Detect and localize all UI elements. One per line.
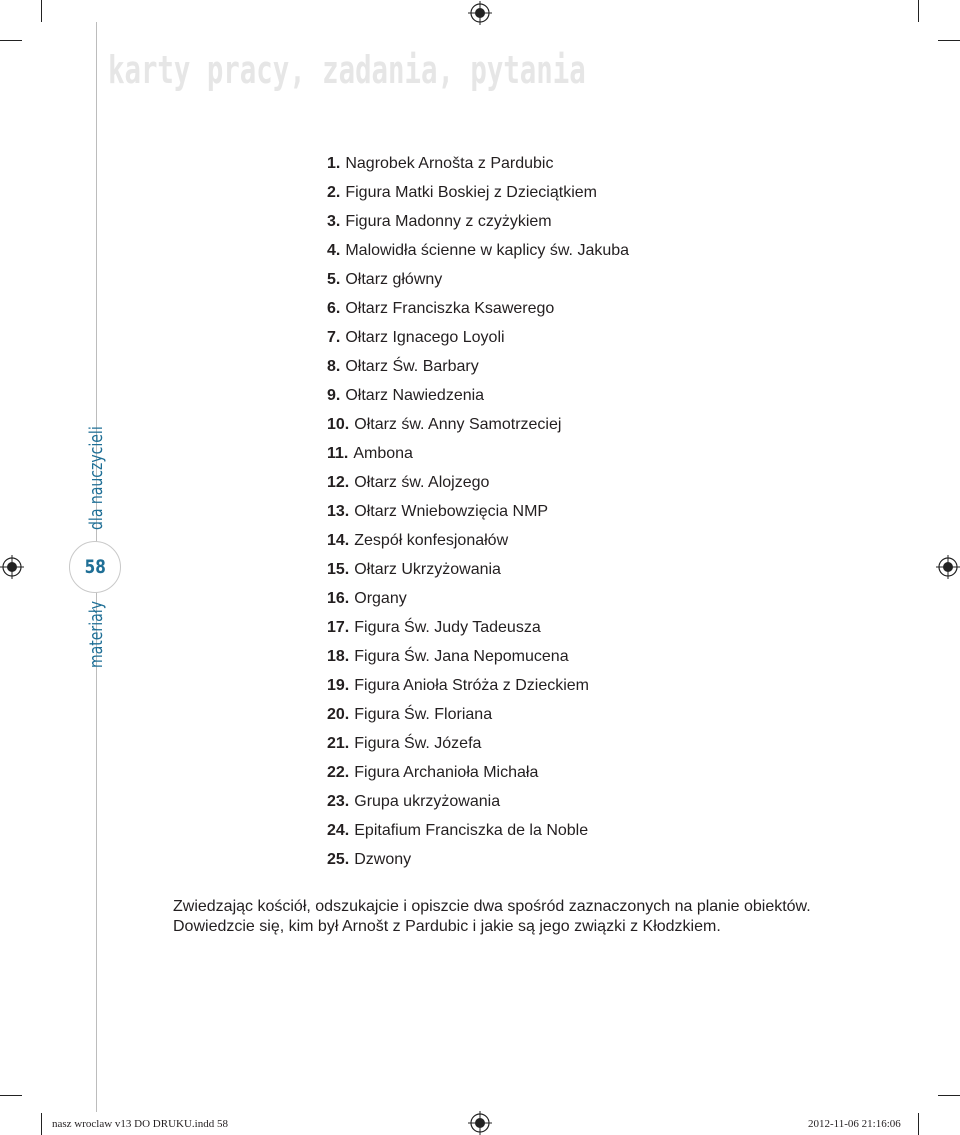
list-item [327,354,629,383]
list-item-label: Ołtarz Wniebowzięcia NMP [354,503,549,520]
list-item-label: Ołtarz św. Anny Samotrzeciej [354,416,562,433]
list-item-label: Ołtarz główny [345,271,443,288]
list-item-label: Dzwony [354,851,412,868]
list-item-number: 15. [327,561,350,578]
list-item-label: Ambona [353,445,413,462]
list-item-number: 10. [327,416,350,433]
instructions-line-1: Zwiedzając kościół, odszukajcie i opiszcie dwa spośród zaznaczonych na planie obiektów. [173,898,811,915]
list-item-label: Nagrobek Arnošta z Pardubic [345,155,554,172]
list-item-label: Ołtarz Nawiedzenia [345,387,485,404]
page-number-badge [69,541,121,593]
list-item [327,470,629,499]
list-item [327,209,629,238]
list-item [327,760,629,789]
list-item [327,499,629,528]
slug-datetime: 2012-11-06 21:16:06 [808,1118,901,1130]
slug-filename: nasz wroclaw v13 DO DRUKU.indd 58 [52,1118,228,1130]
crop-mark-top-left-h [0,40,22,41]
list-item-number: 3. [327,213,341,230]
list-item [327,441,629,470]
list-item-label: Ołtarz Ignacego Loyoli [345,329,505,346]
list-item-number: 6. [327,300,341,317]
list-item [327,296,629,325]
registration-mark-icon [468,1,492,25]
list-item-label: Figura Madonny z czyżykiem [345,213,552,230]
list-item-label: Figura Św. Józefa [354,735,482,752]
list-item-label: Zespół konfesjonałów [354,532,509,549]
list-item-number: 21. [327,735,350,752]
list-item-number: 18. [327,648,350,665]
list-item [327,325,629,354]
instructions-line-2: Dowiedzcie się, kim był Arnošt z Pardubic i jakie są jego związki z Kłodzkiem. [173,918,721,935]
list-item [327,702,629,731]
side-label-section: materiały [86,600,107,668]
page-title: karty pracy, zadania, pytania [108,48,586,92]
crop-mark-top-left [41,0,42,22]
list-item-number: 13. [327,503,350,520]
registration-mark-icon [936,555,960,579]
crop-mark-bottom-right-h [938,1095,960,1096]
list-item-label: Figura Św. Jana Nepomucena [354,648,569,665]
registration-mark-icon [468,1111,492,1135]
list-item [327,847,629,876]
crop-mark-bottom-left [41,1113,42,1135]
list-item [327,731,629,760]
list-item-number: 17. [327,619,350,636]
list-item-number: 2. [327,184,341,201]
crop-mark-bottom-right [918,1113,919,1135]
page-number: 58 [84,556,106,578]
list-item [327,615,629,644]
list-item-label: Epitafium Franciszka de la Noble [354,822,589,839]
crop-mark-bottom-left-h [0,1095,22,1096]
list-item-number: 12. [327,474,350,491]
list-item [327,528,629,557]
list-item [327,789,629,818]
list-item-label: Ołtarz Franciszka Ksawerego [345,300,555,317]
list-item-number: 23. [327,793,350,810]
list-item-number: 22. [327,764,350,781]
list-item-number: 25. [327,851,350,868]
list-item-number: 14. [327,532,350,549]
list-item [327,673,629,702]
list-item-number: 1. [327,155,341,172]
list-item-label: Ołtarz św. Alojzego [354,474,490,491]
list-item-label: Ołtarz Św. Barbary [345,358,479,375]
list-item-label: Malowidła ścienne w kaplicy św. Jakuba [345,242,630,259]
objects-list [327,151,629,876]
list-item-number: 8. [327,358,341,375]
list-item-number: 20. [327,706,350,723]
list-item-label: Figura Anioła Stróża z Dzieckiem [354,677,590,694]
list-item-number: 9. [327,387,341,404]
list-item [327,383,629,412]
list-item-number: 19. [327,677,350,694]
crop-mark-top-right [918,0,919,22]
list-item-label: Figura Św. Judy Tadeusza [354,619,541,636]
list-item-label: Grupa ukrzyżowania [354,793,501,810]
list-item-label: Figura Matki Boskiej z Dzieciątkiem [345,184,597,201]
crop-mark-top-right-h [938,40,960,41]
registration-mark-icon [0,555,24,579]
list-item [327,586,629,615]
list-item-number: 24. [327,822,350,839]
side-label-audience: dla nauczycieli [86,426,107,530]
list-item [327,180,629,209]
list-item [327,818,629,847]
list-item [327,267,629,296]
list-item [327,238,629,267]
list-item [327,151,629,180]
list-item-label: Ołtarz Ukrzyżowania [354,561,501,578]
list-item [327,412,629,441]
list-item-number: 7. [327,329,341,346]
list-item-number: 16. [327,590,350,607]
list-item [327,557,629,586]
list-item-number: 11. [327,445,349,462]
list-item-label: Organy [354,590,407,607]
list-item-number: 4. [327,242,341,259]
list-item-label: Figura Archanioła Michała [354,764,539,781]
instructions [173,897,893,937]
list-item-number: 5. [327,271,341,288]
list-item-label: Figura Św. Floriana [354,706,493,723]
list-item [327,644,629,673]
